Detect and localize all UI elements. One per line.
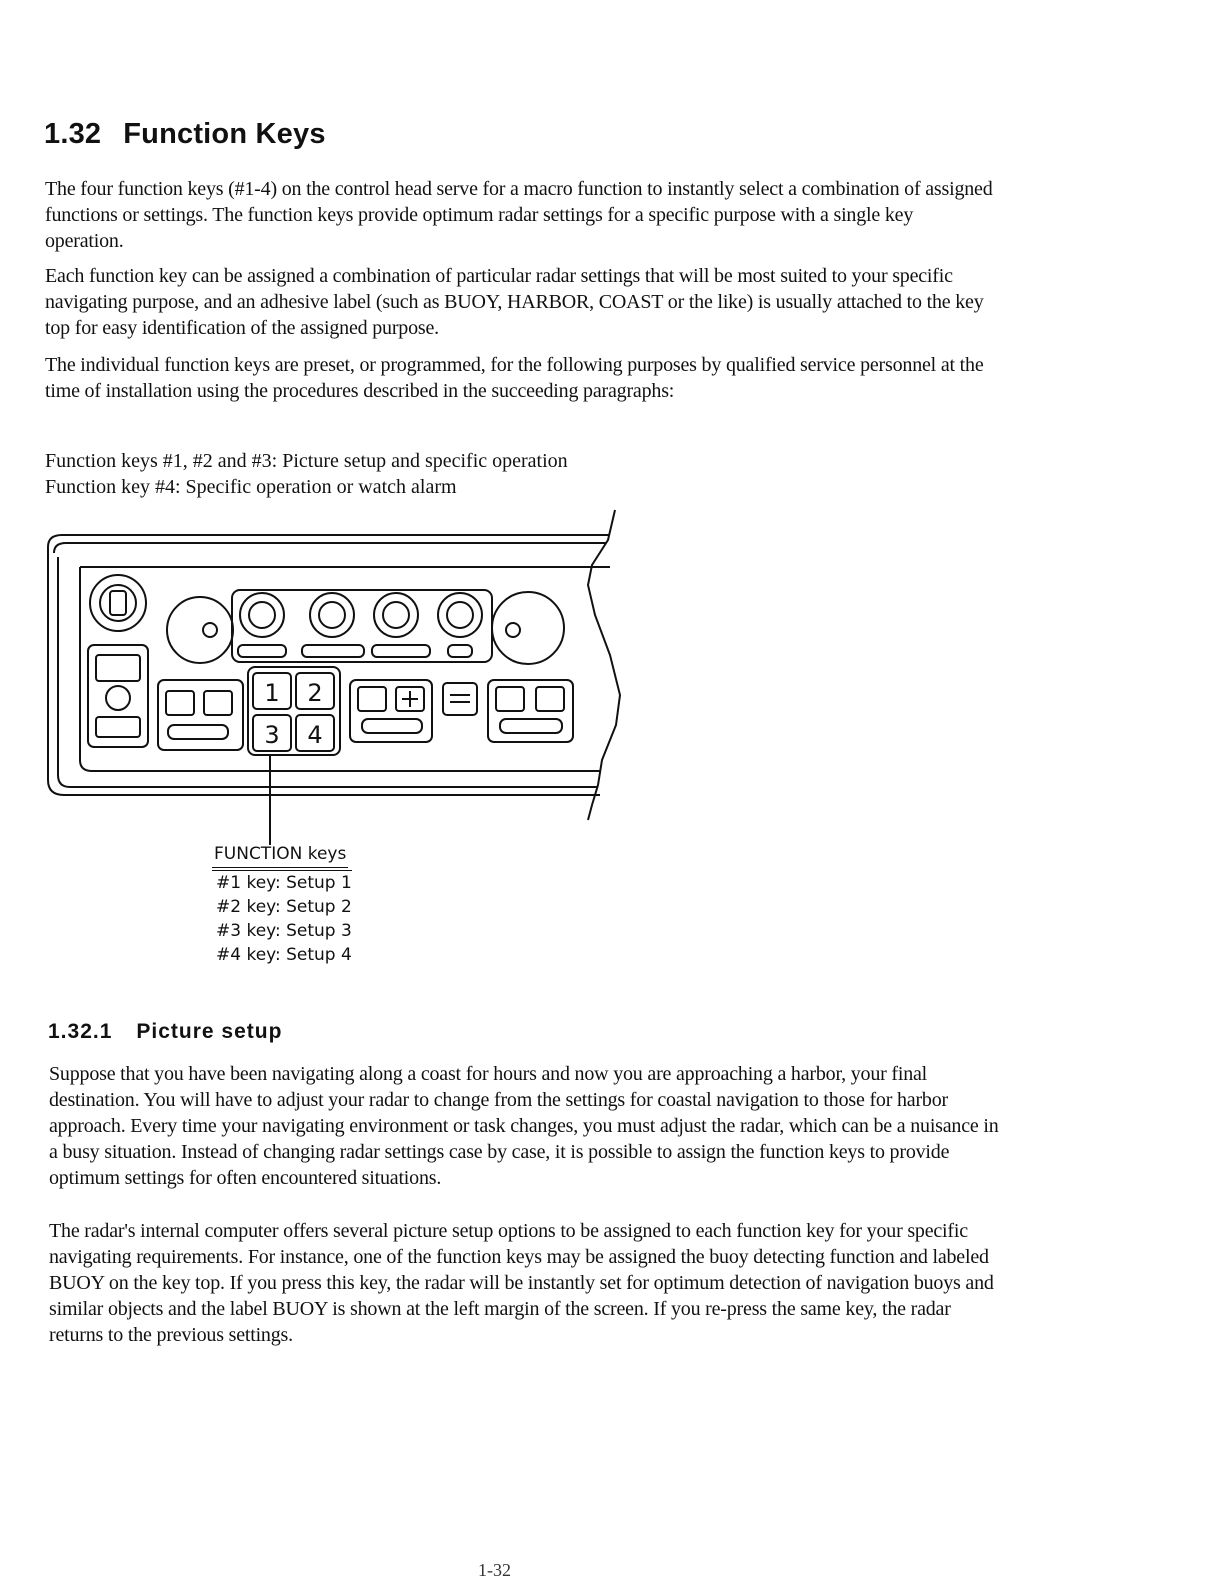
function-key-1-label: 1: [264, 679, 280, 707]
intro-paragraph-1: The four function keys (#1-4) on the control head serve for a macro function to instantly select a combination of assigned functions or settings. The function keys provide optimum radar settings for a specific purpose with a single key operation.: [45, 178, 993, 252]
purpose-line-1: Function keys #1, #2 and #3: Picture setup and specific operation: [45, 450, 568, 472]
caption-item-1: #1 key: Setup 1: [212, 870, 352, 895]
section-heading: [44, 118, 326, 151]
subsection-number: 1.32.1: [48, 1020, 113, 1043]
caption-item-2: #2 key: Setup 2: [216, 897, 352, 917]
function-key-3-label: 3: [264, 721, 280, 749]
purpose-line-2: Function key #4: Specific operation or watch alarm: [45, 476, 457, 498]
function-key-2-label: 2: [307, 679, 323, 707]
page-number: 1-32: [478, 1560, 511, 1580]
function-key-4-label: 4: [307, 721, 323, 749]
caption-item-3: #3 key: Setup 3: [216, 921, 352, 941]
caption-title: FUNCTION keys: [212, 842, 348, 868]
section-title: Function Keys: [123, 118, 326, 150]
intro-paragraph-3: The individual function keys are preset, or programmed, for the following purposes by qualified service personnel at the time of installation using the procedures described in the succeeding paragraphs:: [45, 354, 984, 402]
control-head-illustration: [40, 505, 640, 850]
picture-setup-paragraph-2: The radar's internal computer offers several picture setup options to be assigned to each function key for your specific navigating requirements. For instance, one of the function keys may be assigned the buoy detecting function and labeled BUOY on the key top. If you press this key, the radar will be instantly set for optimum detection of navigation buoys and similar objects and the label BUOY is shown at the left margin of the screen. If you re-press the same key, the radar returns to the previous settings.: [49, 1220, 994, 1346]
intro-paragraph-2: Each function key can be assigned a combination of particular radar settings that will be most suited to your specific navigating purpose, and an adhesive label (such as BUOY, HARBOR, COAST or the like) is usually attached to the key top for easy identification of the assigned purpose.: [45, 265, 984, 339]
subsection-heading: [48, 1020, 282, 1044]
section-number: 1.32: [44, 118, 102, 150]
picture-setup-paragraph-1: Suppose that you have been navigating along a coast for hours and now you are approaching a harbor, your final destination. You will have to adjust your radar to change from the settings for coastal navigation to those for harbor approach. Every time your navigating environment or task changes, you must adjust the radar, which can be a nuisance in a busy situation. Instead of changing radar settings case by case, it is possible to assign the function keys to provide optimum settings for often encountered situations.: [49, 1063, 999, 1189]
subsection-title: Picture setup: [136, 1020, 283, 1043]
function-keys-caption: [212, 842, 352, 967]
caption-item-4: #4 key: Setup 4: [216, 945, 352, 965]
